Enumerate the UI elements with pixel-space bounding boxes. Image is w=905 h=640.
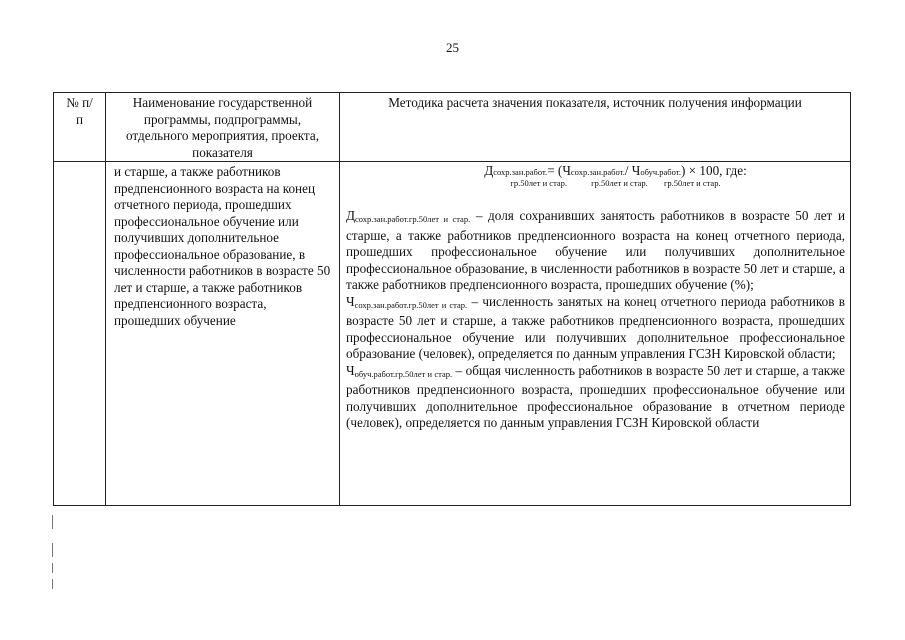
table-row <box>54 162 851 506</box>
definition-text: – общая численность работников в возрасте 50 лет и старше, а также работников предпенсионного возраста, прошедших профессиональное обучение или получивших дополнительное профессиональное образование в отчетном периоде (человек), определяется по данным управления ГСЗН Кировской области <box>346 362 846 430</box>
definition-symbol: $Ч_{обуч.работ.гр.50лет и стар.}$ <box>346 362 453 379</box>
header-method-text: Методика расчета значения показателя, источник получения информации <box>388 95 802 110</box>
header-method <box>340 93 851 162</box>
formula-num-sub1: сохр.зан.работ. <box>570 167 625 177</box>
header-num-text: № п/п <box>66 95 93 127</box>
page-number: 25 <box>446 40 459 55</box>
formula-den-sub1: обуч.работ. <box>640 167 681 177</box>
definition-text: – численность занятых на конец отчетного периода работников в возрасте 50 лет и старше, а также работников предпенсионного возраста, прошедших профессиональное обучение или получивших дополнительное профессиональное образование (человек), определяется по данным управления ГСЗН Кировской области; <box>346 293 845 361</box>
definition-employed-count <box>346 294 845 363</box>
definition-trained-count <box>346 363 845 432</box>
table-header-row <box>54 93 851 162</box>
formula-eq: = (Ч <box>547 163 571 178</box>
indicator-name: и старше, а также работников предпенсионного возраста на конец отчетного периода, прошедших профессиональное обучение или получивших дополнительное профессиональное образование, в численности работников в возрасте 50 лет и старше, а также работников предпенсионного возраста, прошедших обучение <box>114 164 331 328</box>
row-num-cell <box>54 162 106 506</box>
formula-lhs-sub2: гр.50лет и стар. <box>510 178 568 188</box>
header-name-text: Наименование государственной программы, подпрограммы, отдельного мероприятия, проекта, показателя <box>126 95 319 160</box>
scan-margin-marks <box>52 515 56 590</box>
row-method-cell <box>340 162 851 506</box>
methodology-table <box>53 92 851 506</box>
header-name <box>106 93 340 162</box>
formula-tail: ) × 100, где: <box>680 163 747 178</box>
definition-share <box>346 208 845 294</box>
formula <box>346 164 845 188</box>
definition-symbol: $Ч_{сохр.зан.работ.гр.50лет и стар.}$ <box>346 293 468 310</box>
definition-text: – доля сохранивших занятость работников в возрасте 50 лет и старше, а также работников предпенсионного возраста на конец отчетного периода, прошедших профессиональное обучение или получивших дополнительное профессиональное образование, в численности работников в возрасте 50 лет и старше, а также работников предпенсионного возраста, прошедших обучение (%); <box>346 208 845 292</box>
formula-lhs: Дсохр.зан.работ. <box>484 163 548 178</box>
formula-den-sub2: гр.50лет и стар. <box>663 178 721 188</box>
definition-symbol: $Д_{сохр.зан.работ.гр.50лет и стар.}$ <box>346 208 471 224</box>
formula-div: / Ч <box>624 163 641 178</box>
formula-num-sub2: гр.50лет и стар. <box>591 178 648 188</box>
row-name-cell <box>106 162 340 506</box>
header-num <box>54 93 106 162</box>
